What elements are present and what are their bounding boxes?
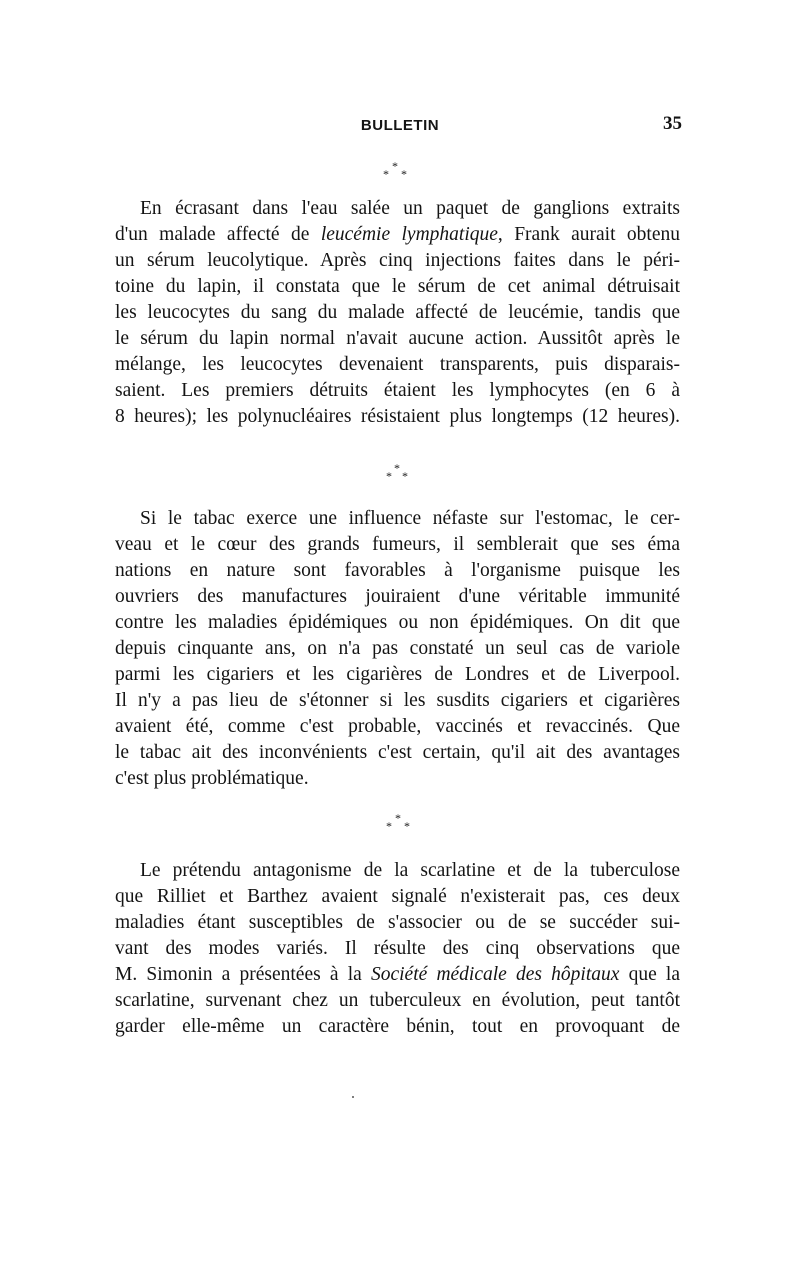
text-line: saient. Les premiers détruits étaient les lymphocytes (en 6 à	[115, 380, 680, 401]
text-line: Le prétendu antagonisme de la scarlatine et de la tuberculose	[140, 860, 680, 881]
text-line: vant des modes variés. Il résulte des cinq observations que	[115, 938, 680, 959]
text-line: d'un malade affecté de leucémie lymphatique, Frank aurait obtenu	[115, 224, 680, 245]
text-line: parmi les cigariers et les cigarières de Londres et de Liverpool.	[115, 664, 680, 685]
text-line: que Rilliet et Barthez avaient signalé n'existerait pas, ces deux	[115, 886, 680, 907]
text-line: maladies étant susceptibles de s'associer ou de se succéder sui-	[115, 912, 680, 933]
text-line: le sérum du lapin normal n'avait aucune action. Aussitôt après le	[115, 328, 680, 349]
paragraph-scarlatine	[115, 858, 680, 1040]
text-line: les leucocytes du sang du malade affecté de leucémie, tandis que	[115, 302, 680, 323]
paragraph-tabac	[115, 506, 680, 792]
asterism-separator	[0, 160, 800, 182]
asterism-separator	[0, 812, 800, 834]
text-line: avaient été, comme c'est probable, vaccinés et revaccinés. Que	[115, 716, 680, 737]
asterism-star: *	[404, 819, 410, 833]
asterism-star: *	[401, 167, 407, 181]
text-line: le tabac ait des inconvénients c'est certain, qu'il ait des avantages	[115, 742, 680, 763]
italic-term: Société médicale des hôpitaux	[370, 964, 620, 985]
text-line: toine du lapin, il constata que le sérum de cet animal détruisait	[115, 276, 680, 297]
asterism-star: *	[383, 167, 389, 181]
text-line: mélange, les leucocytes devenaient transparents, puis disparais-	[115, 354, 680, 375]
asterism-star: *	[386, 469, 392, 483]
page-number: 35	[663, 113, 682, 134]
running-title: BULLETIN	[360, 117, 440, 134]
paragraph-leucemie	[115, 196, 680, 430]
text-line: garder elle-même un caractère bénin, tout en provoquant de	[115, 1016, 680, 1037]
text-line: nations en nature sont favorables à l'organisme puisque les	[115, 560, 680, 581]
text-line: Il n'y a pas lieu de s'étonner si les susdits cigariers et cigarières	[115, 690, 680, 711]
asterism-star: *	[395, 811, 401, 825]
text-line: c'est plus problématique.	[115, 768, 309, 789]
text-line: M. Simonin a présentées à la Société médicale des hôpitaux que la	[115, 964, 681, 985]
asterism-star: *	[394, 461, 400, 475]
asterism-star: *	[402, 469, 408, 483]
text-line: 8 heures); les polynucléaires résistaient plus longtemps (12 heures).	[115, 406, 680, 427]
text-line: scarlatine, survenant chez un tuberculeux en évolution, peut tantôt	[115, 990, 680, 1011]
asterism-star: *	[386, 819, 392, 833]
print-speck	[352, 1096, 354, 1098]
asterism-star: *	[392, 159, 398, 173]
text-line: contre les maladies épidémiques ou non épidémiques. On dit que	[115, 612, 680, 633]
text-line: veau et le cœur des grands fumeurs, il semblerait que ses éma	[115, 534, 680, 555]
asterism-separator	[0, 462, 800, 484]
text-line: Si le tabac exerce une influence néfaste sur l'estomac, le cer-	[140, 508, 680, 529]
text-line: En écrasant dans l'eau salée un paquet de ganglions extraits	[140, 198, 680, 219]
text-line: un sérum leucolytique. Après cinq injections faites dans le péri-	[115, 250, 680, 271]
text-line: depuis cinquante ans, on n'a pas constaté un seul cas de variole	[115, 638, 680, 659]
text-line: ouvriers des manufactures jouiraient d'une véritable immunité	[115, 586, 680, 607]
italic-term: leucémie lymphatique	[320, 224, 498, 245]
